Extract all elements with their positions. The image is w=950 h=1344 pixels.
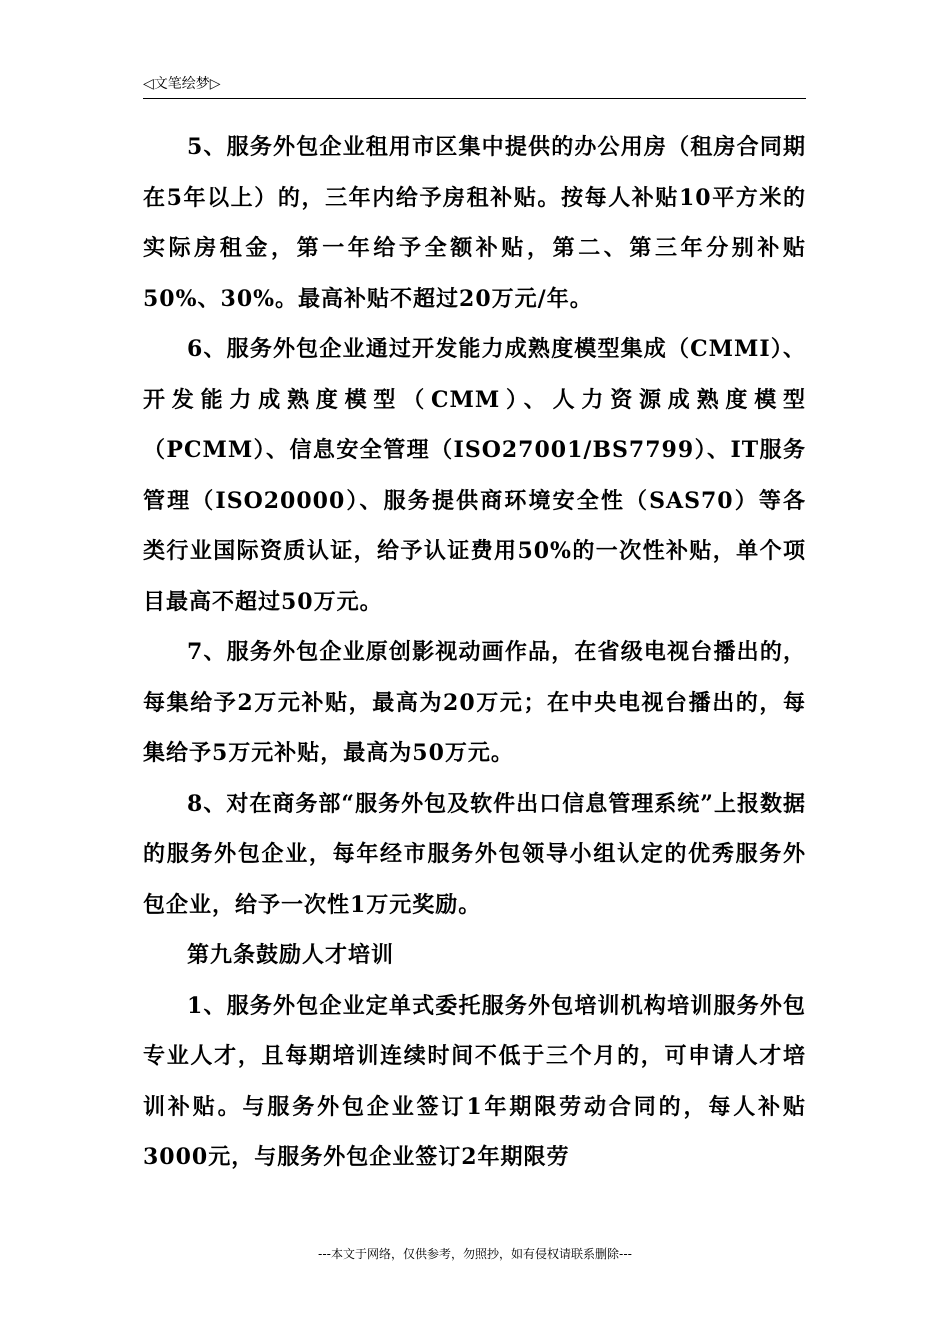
paragraph-item-8: 8、对在商务部“服务外包及软件出口信息管理系统”上报数据的服务外包企业，每年经市服务外包领导小组认定的优秀服务外包企业，给予一次性1万元奖励。 (143, 790, 806, 918)
page-header (143, 74, 806, 99)
paragraph-item-5: 5、服务外包企业租用市区集中提供的办公用房（租房合同期在5年以上）的，三年内给予房租补贴。按每人补贴10平方米的实际房租金，第一年给予全额补贴，第二、第三年分别补贴50%、30%。最高补贴不超过20万元/年。 (143, 134, 806, 312)
paragraph-item-1: 1、服务外包企业定单式委托服务外包培训机构培训服务外包专业人才，且每期培训连续时间不低于三个月的，可申请人才培训补贴。与服务外包企业签订1年期限劳动合同的，每人补贴3000元，与服务外包企业签订2年期限劳 (143, 992, 806, 1170)
header-title: ◁文笔绘梦▷ (143, 76, 221, 92)
paragraph-item-7: 7、服务外包企业原创影视动画作品，在省级电视台播出的，每集给予2万元补贴，最高为20万元；在中央电视台播出的，每集给予5万元补贴，最高为50万元。 (143, 639, 806, 766)
section-heading: 第九条鼓励人才培训 (187, 942, 395, 968)
page-footer: ---本文于网络，仅供参考，勿照抄，如有侵权请联系删除--- (318, 1247, 632, 1261)
paragraph-item-6: 6、服务外包企业通过开发能力成熟度模型集成（CMMI）、开发能力成熟度模型（CMM）、人力资源成熟度模型（PCMM）、信息安全管理（ISO27001/BS7799）、IT服务管理（ISO20000）、服务提供商环境安全性（SAS70）等各类行业国际资质认证，给予认证费用50%的一次性补贴，单个项目最高不超过50万元。 (143, 336, 806, 615)
document-body (143, 122, 806, 1183)
